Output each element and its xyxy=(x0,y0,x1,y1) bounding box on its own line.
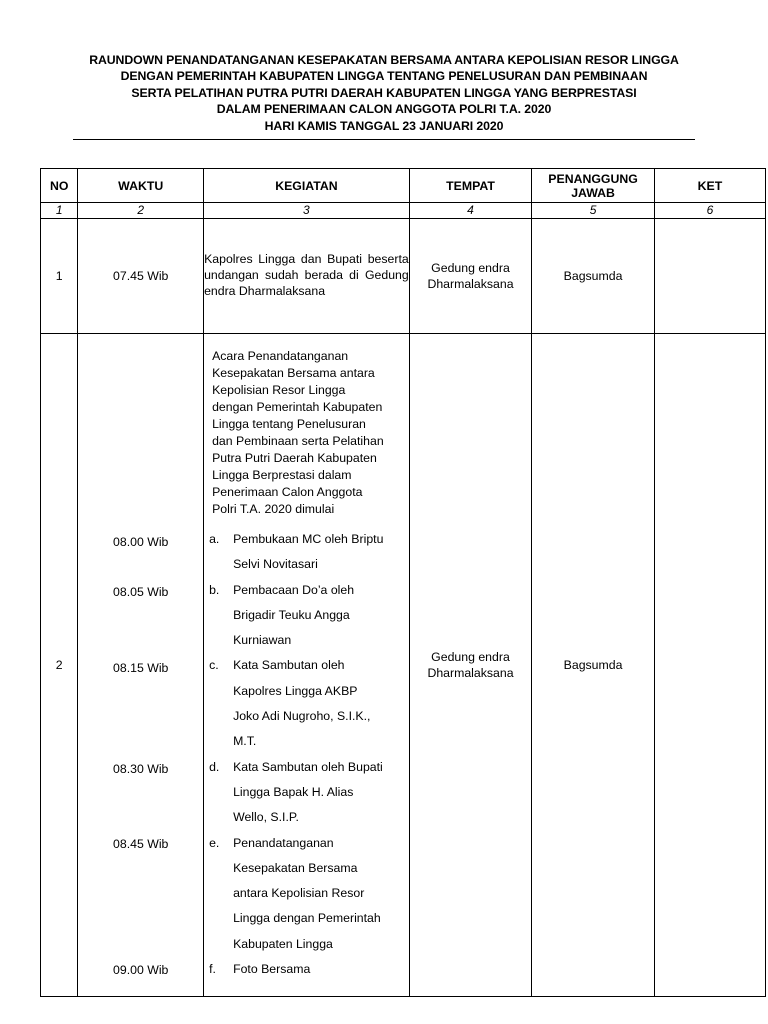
header-waktu: WAKTU xyxy=(78,169,204,203)
item-line: Brigadir Teuku Angga xyxy=(233,607,350,622)
item-line: Foto Bersama xyxy=(233,962,311,977)
intro-line: Kesepakatan Bersama antara xyxy=(212,366,375,380)
row-ket xyxy=(654,334,765,997)
header-penanggung-jawab xyxy=(532,169,655,203)
tempat-line: Dharmalaksana xyxy=(427,277,514,291)
document-title xyxy=(60,52,708,134)
header-no: NO xyxy=(41,169,78,203)
table-row xyxy=(41,219,766,334)
row-penanggung-jawab: Bagsumda xyxy=(532,219,655,334)
title-divider xyxy=(73,139,695,140)
row-kegiatan xyxy=(204,334,410,997)
item-text xyxy=(233,653,409,754)
intro-line: dengan Pemerintah Kabupaten xyxy=(212,400,383,414)
row-ket xyxy=(654,219,765,334)
agenda-item xyxy=(204,527,409,578)
item-line: Wello, S.I.P. xyxy=(233,810,299,825)
item-line: Joko Adi Nugroho, S.I.K., xyxy=(233,709,371,724)
agenda-list xyxy=(204,527,409,982)
agenda-item xyxy=(204,831,409,957)
tempat-line: Gedung endra xyxy=(431,649,510,664)
column-number: 1 xyxy=(41,203,78,219)
header-tempat: TEMPAT xyxy=(409,169,532,203)
header-pj-line: PENANGGUNG xyxy=(548,171,638,186)
header-ket: KET xyxy=(654,169,765,203)
item-line: Kata Sambutan oleh xyxy=(233,658,345,673)
item-line: Kabupaten Lingga xyxy=(233,936,333,951)
item-line: Lingga dengan Pemerintah xyxy=(233,911,381,926)
tempat-line: Dharmalaksana xyxy=(427,666,514,680)
column-number: 6 xyxy=(654,203,765,219)
item-marker: b. xyxy=(209,582,220,597)
item-time: 08.00 Wib xyxy=(113,535,169,549)
item-marker: a. xyxy=(209,532,220,546)
header-row xyxy=(41,169,766,203)
item-text xyxy=(233,527,409,578)
agenda-item xyxy=(204,578,409,654)
item-marker: d. xyxy=(209,759,220,774)
header-kegiatan: KEGIATAN xyxy=(204,169,410,203)
intro-line: Lingga tentang Penelusuran xyxy=(212,417,366,431)
title-line: SERTA PELATIHAN PUTRA PUTRI DAERAH KABUPATEN LINGGA YANG BERPRESTASI xyxy=(131,85,637,100)
item-line: Lingga Bapak H. Alias xyxy=(233,784,354,799)
agenda-item xyxy=(204,755,409,831)
item-line: Pembukaan MC oleh Briptu xyxy=(233,532,384,546)
item-line: M.T. xyxy=(233,734,257,749)
row-kegiatan: Kapolres Lingga dan Bupati beserta undangan sudah berada di Gedung endra Dharmalaksana xyxy=(204,219,410,334)
item-line: Kapolres Lingga AKBP xyxy=(233,683,358,698)
item-time: 08.15 Wib xyxy=(113,661,169,675)
intro-line: Kepolisian Resor Lingga xyxy=(212,383,346,397)
item-marker: c. xyxy=(209,658,219,673)
agenda-item xyxy=(204,957,409,982)
item-line: Kurniawan xyxy=(233,633,292,648)
item-line: antara Kepolisian Resor xyxy=(233,886,365,901)
title-line: HARI KAMIS TANGGAL 23 JANUARI 2020 xyxy=(264,118,504,133)
item-time: 09.00 Wib xyxy=(113,963,169,977)
item-text xyxy=(233,578,409,654)
kegiatan-intro xyxy=(204,348,409,518)
column-number-row xyxy=(41,203,766,219)
rundown-table xyxy=(40,168,766,997)
header-pj-line: JAWAB xyxy=(571,185,615,200)
intro-line: Lingga Berprestasi dalam xyxy=(212,468,352,482)
item-line: Pembacaan Do’a oleh xyxy=(233,582,355,597)
column-number: 4 xyxy=(409,203,532,219)
item-line: Selvi Novitasari xyxy=(233,557,318,572)
tempat-line: Gedung endra xyxy=(431,260,510,275)
item-text xyxy=(233,831,409,957)
row-tempat xyxy=(409,334,532,997)
item-line: Kata Sambutan oleh Bupati xyxy=(233,759,383,774)
item-line: Penandatanganan xyxy=(233,835,334,850)
row-tempat xyxy=(409,219,532,334)
intro-line: Putra Putri Daerah Kabupaten xyxy=(212,451,377,465)
item-marker: f. xyxy=(209,962,216,977)
column-number: 2 xyxy=(78,203,204,219)
intro-line: Penerimaan Calon Anggota xyxy=(212,485,363,499)
column-number: 3 xyxy=(204,203,410,219)
table-row xyxy=(41,334,766,997)
item-time: 08.45 Wib xyxy=(113,837,169,851)
row-waktu xyxy=(78,334,204,997)
column-number: 5 xyxy=(532,203,655,219)
row-no: 1 xyxy=(41,219,78,334)
item-time: 08.30 Wib xyxy=(113,762,169,776)
title-line: DALAM PENERIMAAN CALON ANGGOTA POLRI T.A. 2020 xyxy=(216,102,552,117)
title-line: RAUNDOWN PENANDATANGANAN KESEPAKATAN BERSAMA ANTARA KEPOLISIAN RESOR LINGGA xyxy=(89,53,679,67)
row-penanggung-jawab: Bagsumda xyxy=(532,334,655,997)
item-time: 08.05 Wib xyxy=(113,585,169,599)
intro-line: Acara Penandatanganan xyxy=(212,349,349,363)
intro-line: Polri T.A. 2020 dimulai xyxy=(212,502,335,516)
row-waktu: 07.45 Wib xyxy=(78,219,204,334)
row-no: 2 xyxy=(41,334,78,997)
agenda-item xyxy=(204,653,409,754)
item-text xyxy=(233,957,409,982)
title-line: DENGAN PEMERINTAH KABUPATEN LINGGA TENTANG PENELUSURAN DAN PEMBINAAN xyxy=(120,69,648,84)
item-text xyxy=(233,755,409,831)
intro-line: dan Pembinaan serta Pelatihan xyxy=(212,434,384,448)
item-marker: e. xyxy=(209,835,220,850)
item-line: Kesepakatan Bersama xyxy=(233,860,358,875)
